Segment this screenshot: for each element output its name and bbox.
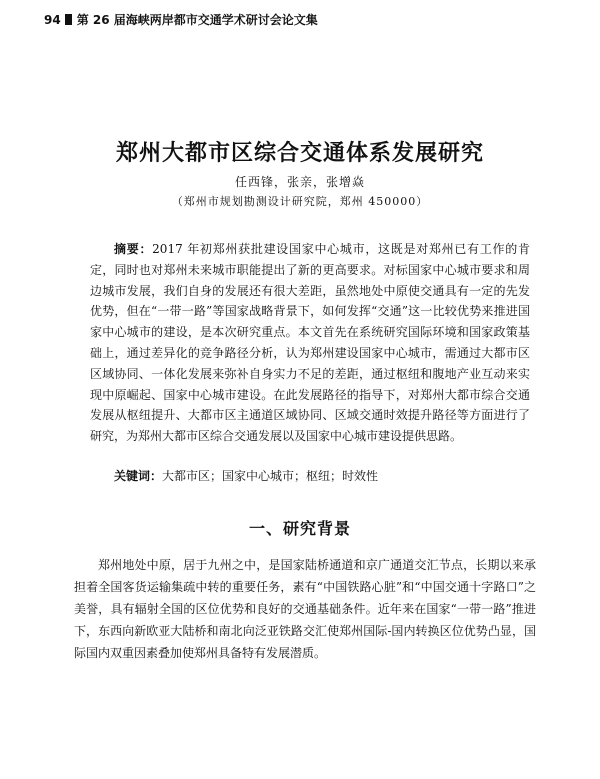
- running-title: 第 26 届海峡两岸都市交通学术研讨会论文集: [76, 13, 318, 27]
- paper-title: 郑州大都市区综合交通体系发展研究: [115, 141, 484, 166]
- running-header: [44, 12, 564, 28]
- keywords-text: 大都市区；国家中心城市；枢纽；时效性: [162, 469, 379, 483]
- keywords: [90, 466, 530, 486]
- keywords-label: 关键词：: [114, 469, 163, 483]
- page-number: 94: [44, 13, 61, 27]
- abstract-label: 摘要：: [114, 242, 153, 256]
- body-paragraph: 郑州地处中原，居于九州之中，是国家陆桥通道和京广通道交汇节点，长期以来承担着全国客货运输集疏中转的重要任务，素有“中国铁路心脏”和“中国交通十字路口”之美誉，具有辐射全国的区位优势和良好的交通基础条件。近年来在国家“一带一路”推进下，东西向新欧亚大陆桥和南北向泛亚铁路交汇使郑州国际-国内转换区位优势凸显，国际国内双重因素叠加使郑州具备特有发展潜质。: [74, 558, 536, 660]
- header-bar-mark: [65, 14, 72, 25]
- section-heading: 一、研究背景: [248, 519, 351, 538]
- affiliation: （郑州市规划勘测设计研究院，郑州 450000）: [171, 195, 429, 208]
- abstract: [90, 239, 530, 447]
- abstract-text: 2017 年初郑州获批建设国家中心城市，这既是对郑州已有工作的肯定，同时也对郑州未来城市职能提出了新的更高要求。对标国家中心城市要求和周边城市发展，我们自身的发展还有很大差距，虽然地处中原使交通具有一定的先发优势，但在“一带一路”等国家战略背景下，如何发挥“交通”这一比较优势来推进国家中心城市的建设，是本次研究重点。本文首先在系统研究国际环境和国家政策基础上，通过差异化的竞争路径分析，认为郑州建设国家中心城市，需通过大都市区区域协同、一体化发展来弥补自身实力不足的差距，通过枢纽和腹地产业互动来实现中原崛起、国家中心城市建设。在此发展路径的指导下，对郑州大都市综合交通发展从枢纽提升、大都市区主通道区域协同、区域交通时效提升路径等方面进行了研究，为郑州大都市区综合交通发展以及国家中心城市建设提供思路。: [90, 242, 530, 444]
- authors: 任西锋，张亲，张增焱: [234, 175, 365, 189]
